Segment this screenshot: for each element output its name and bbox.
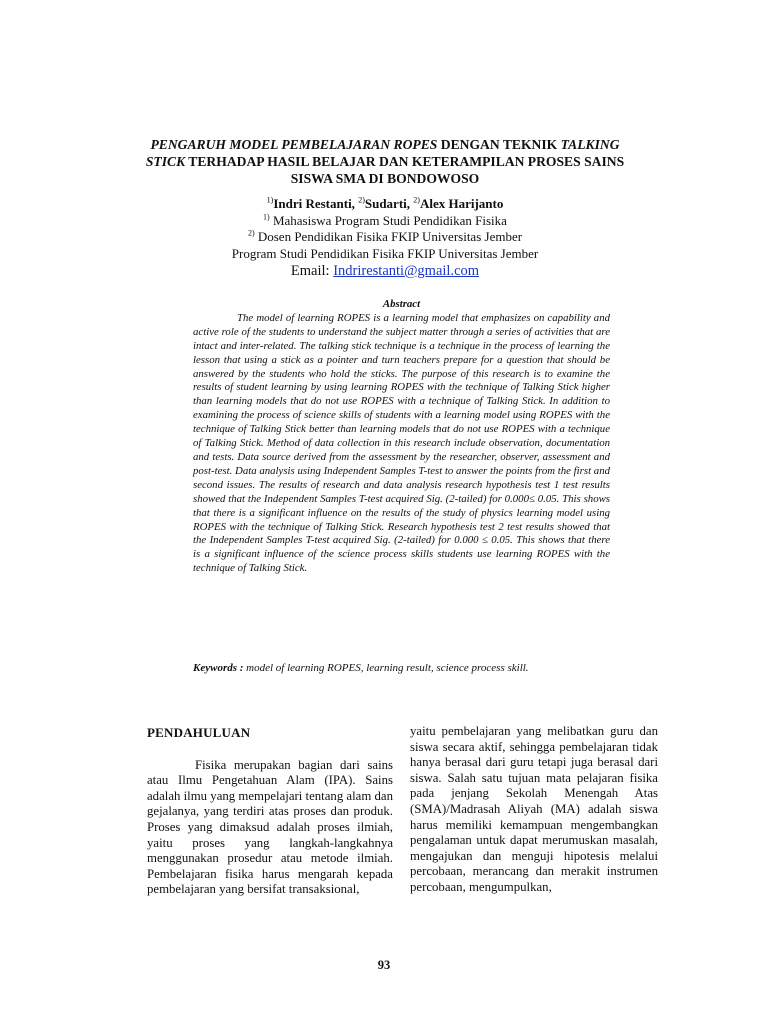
page-number: 93 xyxy=(377,958,391,972)
author2-sup: 2) xyxy=(358,195,365,205)
keywords-line xyxy=(193,662,613,674)
title-part-1: PENGARUH MODEL PEMBELAJARAN ROPES xyxy=(150,137,438,152)
left-paragraph: Fisika merupakan bagian dari sains atau Ilmu Pengetahuan Alam (IPA). Sains adalah ilmu yang mempelajari tentang alam dan gejalanya, yang terdiri atas proses dan produk. Proses yang dimaksud adalah proses ilmiah, yaitu proses yang langkah-langkahnya menggunakan prosedur atau metode ilmiah. Pembelajaran fisika harus mengarah kepada pembelajaran yang bersifat transaksional, xyxy=(147,757,393,897)
title-part-4: TERHADAP HASIL BELAJAR DAN KETERAMPILAN PROSES SAINS SISWA SMA DI BONDOWOSO xyxy=(185,154,625,186)
email-label: Email: xyxy=(290,263,334,279)
keywords-text: model of learning ROPES, learning result, science process skill. xyxy=(246,662,529,674)
aff2-sup: 2) xyxy=(247,228,255,238)
left-column xyxy=(147,724,393,898)
title-part-2: DENGAN TEKNIK xyxy=(437,137,561,152)
paper-title xyxy=(130,136,640,187)
email-link[interactable]: Indrirestanti@gmail.com xyxy=(333,263,480,279)
right-column xyxy=(410,724,658,896)
author1-sup: 1) xyxy=(266,195,274,205)
aff1-text: Mahasiswa Program Studi Pendidikan Fisika xyxy=(269,212,507,228)
abstract-section xyxy=(193,298,610,576)
author-names xyxy=(130,196,640,213)
affiliation-3: Program Studi Pendidikan Fisika FKIP Universitas Jember xyxy=(231,245,539,261)
right-paragraph: yaitu pembelajaran yang melibatkan guru dan siswa secara aktif, sehingga pembelajaran tidak hanya berasal dari guru tetapi juga berasal dari siswa. Salah satu tujuan mata pelajaran fisika pada jenjang Sekolah Menengah Atas (SMA)/Madrasah Aliyah (MA) adalah siswa harus memiliki kemampuan mengembangkan pengalaman untuk dapat merumuskan masalah, mengajukan dan menguji hipotesis melalui percobaan, merancang dan merakit instrumen percobaan, mengumpulkan, xyxy=(410,724,658,894)
keywords-label: Keywords : xyxy=(193,662,247,674)
section-heading-pendahuluan: PENDAHULUAN xyxy=(147,725,251,740)
author3-sup: 2) xyxy=(413,195,420,205)
title-part-3: TALKING STICK xyxy=(145,137,620,169)
affiliation-2 xyxy=(130,229,640,246)
affiliation-1 xyxy=(130,213,640,230)
email-line xyxy=(130,262,640,281)
author2-name: Sudarti, xyxy=(364,196,414,211)
author-block xyxy=(130,196,640,281)
aff1-sup: 1) xyxy=(263,212,270,222)
abstract-body: The model of learning ROPES is a learning model that emphasizes on capability and active role of the students to understand the subject matter through a series of activities that are intact and inter-related. The talking stick technique is a technique in the process of learning the lesson that using a stick as a pointer and turn teachers prepare for a question that should be answered by the students who hold the sticks. The purpose of this research is to examine the results of student learning by using learning ROPES with the technique of Talking Stick higher than learning models that do not use ROPES with a technique of Talking Stick. In addition to examining the process of science skills of students with a learning model using ROPES with the technique of Talking Stick better than learning models that do not use ROPES with a technique of Talking Stick. Method of data collection in this research include observation, documentation and tests. Data source derived from the assessment by the researcher, observer, assessment and post-test. Data analysis using Independent Samples T-test to answer the points from the first and second issues. The results of research and data analysis research hypothesis test 1 test results showed that the Independent Samples T-test acquired Sig. (2-tailed) for 0.000≤ 0.05. This shows that there is a significant influence on the results of the study of physics learning model using ROPES with the technique of Talking Stick. Research hypothesis test 2 test results showed that the Independent Samples T-test acquired Sig. (2-tailed) for 0.000 ≤ 0.05. This shows that there is a significant influence of the science process skills students use learning ROPES with the technique of Talking Stick. xyxy=(193,311,610,575)
author3-name: Alex Harijanto xyxy=(419,196,504,211)
aff2-text: Dosen Pendidikan Fisika FKIP Universitas Jember xyxy=(254,229,523,244)
author1-name: Indri Restanti, xyxy=(273,196,359,211)
abstract-heading: Abstract xyxy=(382,298,421,310)
